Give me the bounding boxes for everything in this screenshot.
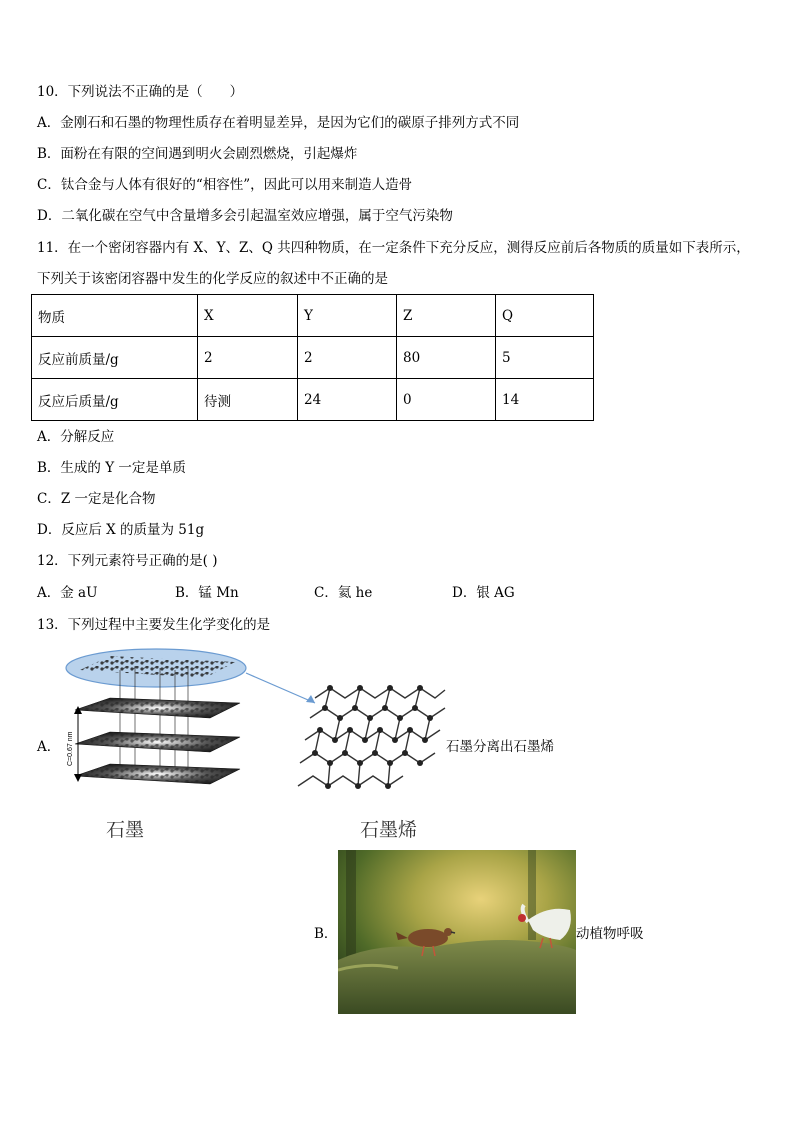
q11-stem-line1: 11．在一个密闭容器内有 X、Y、Z、Q 共四种物质，在一定条件下充分反应，测得反应前后各物质的质量如下表所示， [37, 240, 750, 256]
table-cell: 反应前质量/g [32, 337, 198, 379]
q10-stem: 10．下列说法不正确的是（ ） [37, 84, 244, 100]
pheasant-photo [338, 850, 576, 1014]
scale-label: C=0.67 nm [67, 731, 74, 766]
table-cell: 14 [496, 379, 594, 421]
q12-option-d: D．银 AG [452, 585, 515, 601]
table-cell: 2 [298, 337, 397, 379]
table-row [32, 337, 594, 379]
q11-option-d: D．反应后 X 的质量为 51g [37, 522, 205, 538]
graphite-label: 石墨 [106, 819, 145, 841]
table-cell: Q [496, 295, 594, 337]
q10-option-d: D．二氧化碳在空气中含量增多会引起温室效应增强，属于空气污染物 [37, 208, 453, 224]
q10-option-b: B．面粉在有限的空间遇到明火会剧烈燃烧，引起爆炸 [37, 146, 358, 162]
q13-option-b-label: B． [314, 926, 338, 942]
graphene-label: 石墨烯 [360, 819, 418, 841]
table-cell: X [198, 295, 298, 337]
table-header-row [32, 295, 594, 337]
q10-option-c: C．钛合金与人体有很好的“相容性”，因此可以用来制造人造骨 [37, 177, 413, 193]
table-cell: 物质 [32, 295, 198, 337]
graphene-sheet [298, 688, 445, 786]
graphite-to-graphene-figure [60, 648, 450, 798]
table-cell: 待测 [198, 379, 298, 421]
q11-stem-line2: 下列关于该密闭容器中发生的化学反应的叙述中不正确的是 [37, 271, 388, 287]
q13-option-a-caption: 石墨分离出石墨烯 [446, 739, 554, 755]
q13-stem: 13．下列过程中主要发生化学变化的是 [37, 617, 271, 633]
q11-option-c: C．Z 一定是化合物 [37, 491, 156, 507]
q11-mass-table [31, 294, 594, 421]
q12-stem: 12．下列元素符号正确的是( ) [37, 553, 218, 569]
q11-option-b: B．生成的 Y 一定是单质 [37, 460, 186, 476]
brown-pheasant [408, 929, 448, 947]
table-cell: Y [298, 295, 397, 337]
table-cell: 80 [397, 337, 496, 379]
q12-option-b: B．锰 Mn [175, 585, 239, 601]
table-cell: 0 [397, 379, 496, 421]
q12-option-a: A．金 aU [37, 585, 98, 601]
q12-option-c: C．氦 he [314, 585, 373, 601]
table-cell: 反应后质量/g [32, 379, 198, 421]
q13-option-b-caption: 动植物呼吸 [576, 926, 644, 942]
pointer-arrow [246, 673, 315, 703]
table-cell: 24 [298, 379, 397, 421]
table-row [32, 379, 594, 421]
q11-option-a: A．分解反应 [37, 429, 115, 445]
table-cell: 2 [198, 337, 298, 379]
table-cell: Z [397, 295, 496, 337]
q13-option-a-label: A． [37, 739, 61, 755]
table-cell: 5 [496, 337, 594, 379]
mossy-rock [338, 940, 576, 1014]
q10-option-a: A．金刚石和石墨的物理性质存在着明显差异，是因为它们的碳原子排列方式不同 [37, 115, 520, 131]
q12-options [37, 584, 515, 602]
